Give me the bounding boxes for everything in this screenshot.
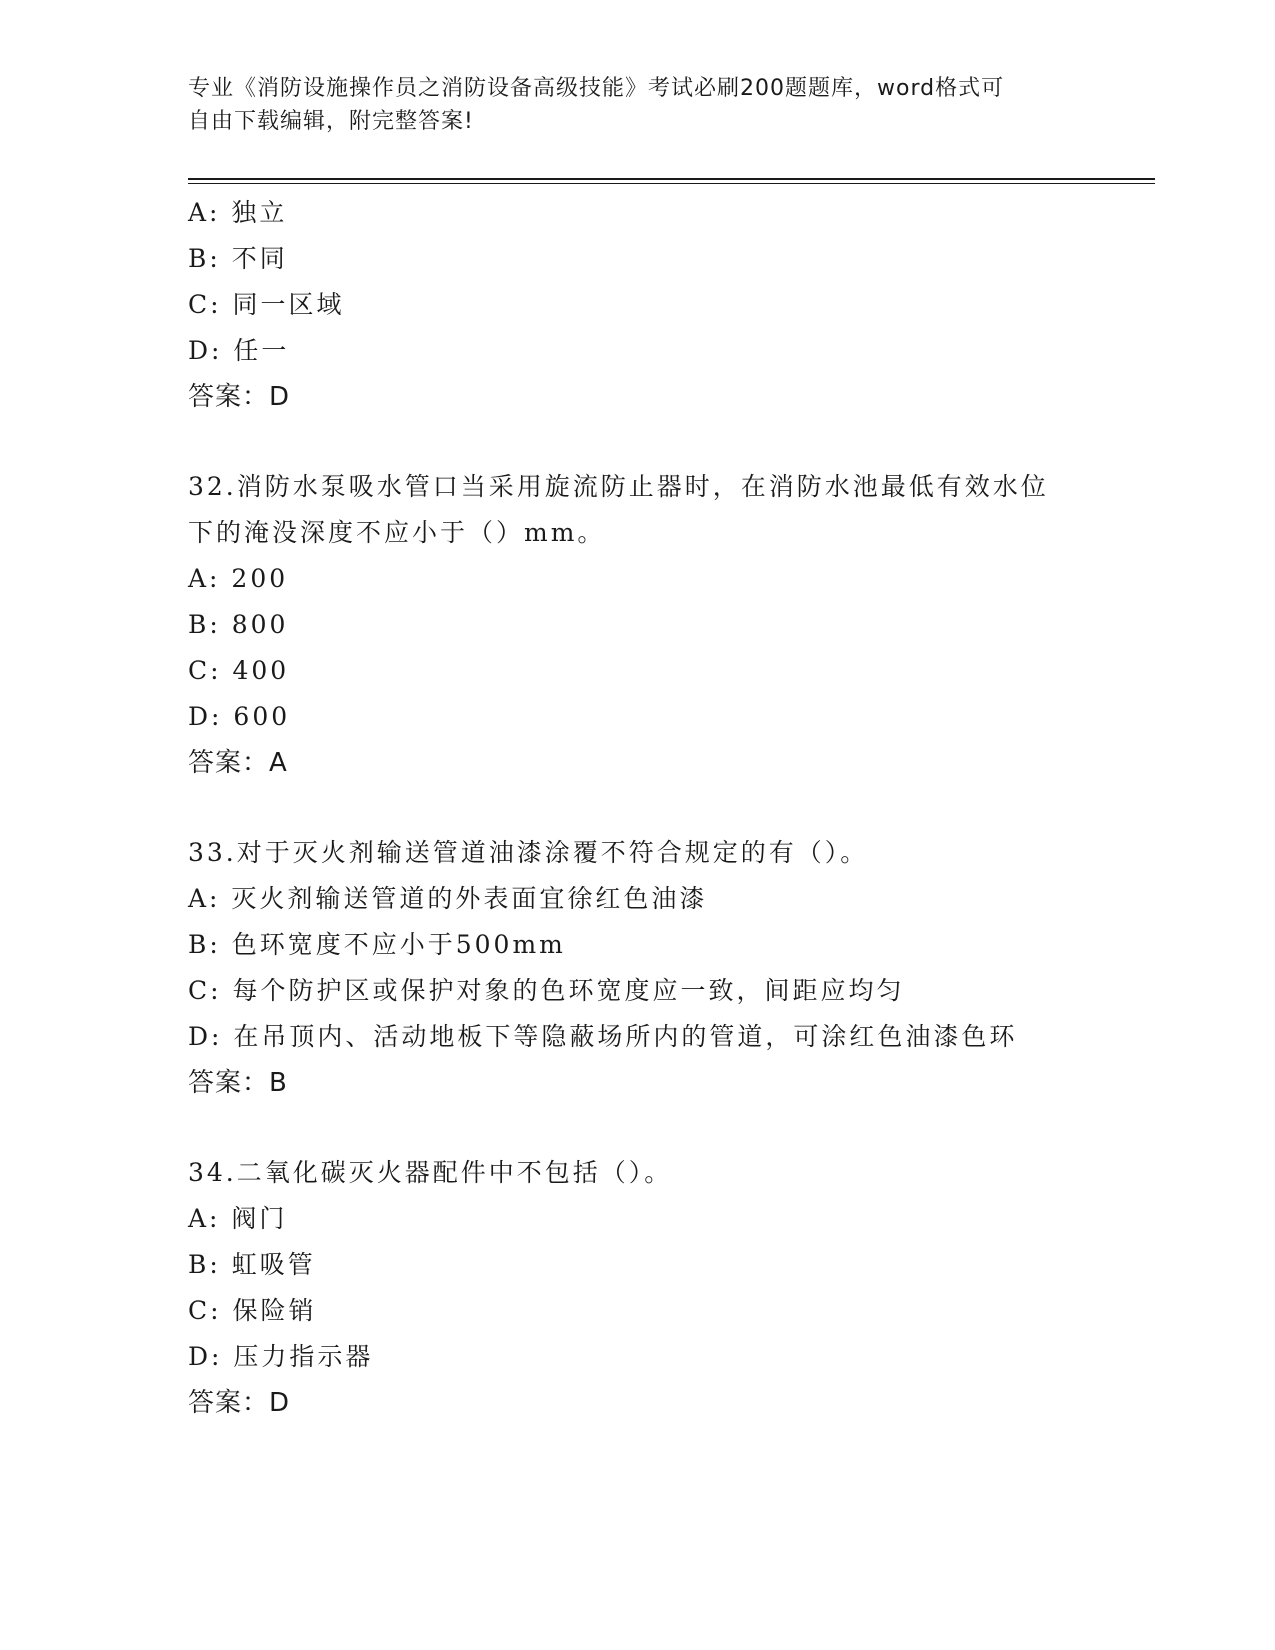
option-a: A: 阀门 [188, 1204, 288, 1233]
header-divider-thick [188, 178, 1155, 180]
option-d: D: 压力指示器 [188, 1342, 374, 1371]
option-c: C: 保险销 [188, 1296, 317, 1325]
question-31 [188, 190, 1088, 420]
option-b: B: 800 [188, 610, 289, 639]
document-header [188, 72, 1068, 138]
question-text-line-2: 下的淹没深度不应小于（）mm。 [188, 518, 606, 547]
header-divider-thin [188, 183, 1155, 184]
question-32 [188, 464, 1088, 786]
answer: 答案：D [188, 382, 291, 412]
answer: 答案：B [188, 1068, 288, 1098]
option-b: B: 色环宽度不应小于500mm [188, 930, 566, 959]
option-d: D: 任一 [188, 336, 290, 365]
option-b: B: 不同 [188, 244, 288, 273]
option-b: B: 虹吸管 [188, 1250, 316, 1279]
option-d: D: 在吊顶内、活动地板下等隐蔽场所内的管道，可涂红色油漆色环 [188, 1022, 1018, 1051]
question-34 [188, 1150, 1088, 1426]
header-line-1: 专业《消防设施操作员之消防设备高级技能》考试必刷200题题库，word格式可 [188, 76, 1005, 101]
answer: 答案：D [188, 1388, 291, 1418]
question-33 [188, 830, 1088, 1106]
option-c: C: 400 [188, 656, 290, 685]
option-a: A: 独立 [188, 198, 288, 227]
option-a: A: 灭火剂输送管道的外表面宜徐红色油漆 [188, 884, 708, 913]
option-c: C: 同一区域 [188, 290, 345, 319]
question-text: 34.二氧化碳灭火器配件中不包括（）。 [188, 1158, 673, 1187]
option-c: C: 每个防护区或保护对象的色环宽度应一致，间距应均匀 [188, 976, 905, 1005]
header-line-2: 自由下载编辑，附完整答案! [188, 109, 474, 134]
option-d: D: 600 [188, 702, 291, 731]
question-list [188, 190, 1088, 1426]
answer: 答案：A [188, 748, 288, 778]
option-a: A: 200 [188, 564, 289, 593]
question-text: 33.对于灭火剂输送管道油漆涂覆不符合规定的有（）。 [188, 838, 869, 867]
question-text-line-1: 32.消防水泵吸水管口当采用旋流防止器时，在消防水池最低有效水位 [188, 472, 1049, 501]
